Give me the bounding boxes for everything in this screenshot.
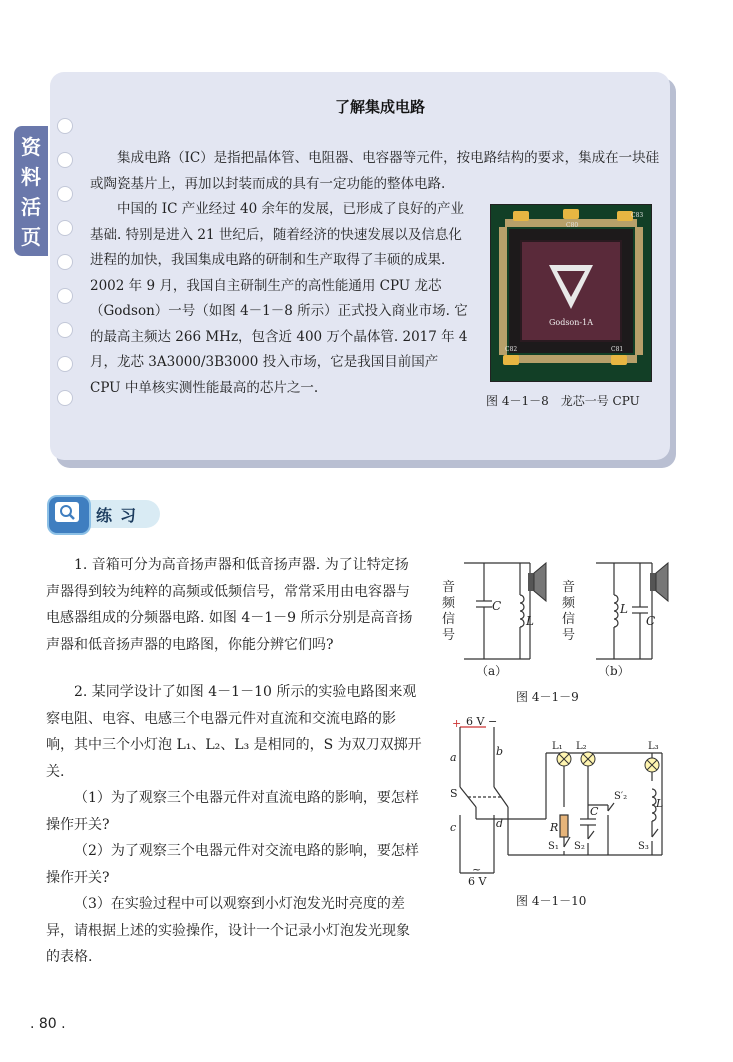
signal-label-char: 信 bbox=[442, 612, 456, 627]
lamp-l2-label: L₂ bbox=[576, 741, 587, 752]
signal-label-char: 号 bbox=[442, 628, 456, 643]
inductor-label: L bbox=[526, 614, 534, 628]
exercise-q2-text: 2. 某同学设计了如图 4－1－10 所示的实验电路图来观察电阻、电容、电感三个电器元件对直流和交流电路的影响，其中三个小灯泡 L₁、L₂、L₃ 是相同的，S 为双刀双掷开关. bbox=[46, 684, 422, 780]
exercise-header-label: 练习 bbox=[96, 506, 145, 525]
dc-plus-label: + bbox=[452, 717, 462, 730]
subfigure-label-a: （a） bbox=[476, 664, 508, 678]
exercise-q2-3-text: （3）在实验过程中可以观察到小灯泡发光时亮度的差异，请根据上述的实验操作，设计一个记录小灯泡发光现象的表格. bbox=[46, 896, 410, 965]
dc-voltage-label: 6 V bbox=[466, 715, 485, 728]
subfigure-label-b: （b） bbox=[598, 664, 630, 678]
switch-s3-label: S₃ bbox=[638, 841, 649, 852]
lamp-l3-label: L₃ bbox=[648, 741, 659, 752]
terminal-c-label: c bbox=[450, 821, 457, 834]
figure-4-1-9 bbox=[438, 555, 688, 710]
chip-component-label: C82 bbox=[505, 346, 518, 353]
page-number: . 80 . bbox=[30, 1016, 66, 1032]
resistor-label: R bbox=[550, 821, 559, 834]
binder-hole bbox=[57, 152, 73, 168]
binder-hole bbox=[57, 288, 73, 304]
side-tab-char: 资 bbox=[21, 135, 41, 159]
exercise-q1-text: 1. 音箱可分为高音扬声器和低音扬声器. 为了让特定扬声器得到较为纯粹的高频或低频信号，常常采用由电容器与电感器组成的分频器电路. 如图 4－1－9 所示分别是高音扬声器和低音扬声器的电路图，你能分辨它们吗? bbox=[46, 557, 413, 653]
capacitor-label: C bbox=[646, 614, 656, 628]
lamp-icon bbox=[557, 752, 571, 766]
binder-hole bbox=[57, 322, 73, 338]
exercise-q2-1-text: （1）为了观察三个电器元件对直流电路的影响，要怎样操作开关? bbox=[46, 790, 419, 833]
terminal-b-label: b bbox=[496, 745, 504, 758]
binder-hole bbox=[57, 254, 73, 270]
inductor-label: L bbox=[656, 797, 664, 810]
switch-s2-prime-label: S′₂ bbox=[614, 791, 628, 802]
exercise-q2-2-text: （2）为了观察三个电器元件对交流电路的影响，要怎样操作开关? bbox=[46, 843, 419, 886]
info-paragraph-2: 中国的 IC 产业经过 40 余年的发展，已形成了良好的产业基础. 特别是进入 21 世纪后，随着经济的快速发展以及信息化进程的加快，我国集成电路的研制和生产取得了丰硕的成果. 2002 年 9 月，我国自主研制生产的高性能通用 CPU 龙芯（Godson）一号（如图 4－1－8 所示）正式投入商业市场. 它的最高主频达 266 MHz，包含近 400 万个晶体管. 2017 年 4 月，龙芯 3A3000/3B3000 投入市场，它是我国目前国产 CPU 中单核实测性能最高的芯片之一. bbox=[90, 201, 468, 396]
figure-4-1-10 bbox=[448, 715, 688, 915]
figure-caption-4-1-8: 图 4－1－8 龙芯一号 CPU bbox=[486, 394, 640, 408]
chip-component-label: C81 bbox=[611, 346, 624, 353]
info-paragraph-1: 集成电路（IC）是指把晶体管、电阻器、电容器等元件，按电路结构的要求，集成在一块硅或陶瓷基片上，再加以封装而成的具有一定功能的整体电路. bbox=[90, 150, 660, 192]
info-box-title: 了解集成电路 bbox=[334, 98, 425, 116]
chip-label: Godson-1A bbox=[549, 318, 593, 327]
signal-label-char: 音 bbox=[562, 580, 576, 595]
ac-symbol-label: ~ bbox=[472, 863, 482, 876]
switch-s-label: S bbox=[450, 787, 458, 800]
godson-cpu-photo bbox=[490, 204, 652, 382]
exercise-q2 bbox=[46, 679, 422, 971]
capacitor-label: C bbox=[590, 805, 599, 818]
lamp-icon bbox=[581, 752, 595, 766]
binder-hole bbox=[57, 118, 73, 134]
figure-caption-4-1-10: 图 4－1－10 bbox=[516, 894, 587, 908]
chip-component-label: C83 bbox=[631, 212, 644, 219]
exercise-q1 bbox=[46, 552, 422, 658]
switch-s2-label: S₂ bbox=[574, 841, 585, 852]
speaker-icon bbox=[650, 563, 668, 601]
switch-s1-label: S₁ bbox=[548, 841, 559, 852]
signal-label-char: 音 bbox=[442, 580, 456, 595]
signal-label-char: 号 bbox=[562, 628, 576, 643]
side-tab-char: 料 bbox=[21, 165, 41, 189]
speaker-icon bbox=[528, 563, 546, 601]
side-tab-ziliao-huoye bbox=[14, 126, 48, 256]
terminal-d-label: d bbox=[496, 817, 504, 830]
ac-voltage-label: 6 V bbox=[468, 875, 487, 888]
capacitor-label: C bbox=[492, 599, 502, 613]
lamp-l1-label: L₁ bbox=[552, 741, 563, 752]
signal-label-char: 信 bbox=[562, 612, 576, 627]
binder-hole bbox=[57, 390, 73, 406]
side-tab-char: 活 bbox=[21, 195, 41, 219]
side-tab-char: 页 bbox=[21, 225, 41, 249]
inductor-label: L bbox=[620, 602, 628, 616]
binder-hole bbox=[57, 356, 73, 372]
signal-label-char: 频 bbox=[562, 596, 576, 611]
terminal-a-label: a bbox=[450, 751, 457, 764]
signal-label-char: 频 bbox=[442, 596, 456, 611]
lamp-icon bbox=[645, 758, 659, 772]
chip-component-label: C80 bbox=[566, 222, 579, 229]
figure-caption-4-1-9: 图 4－1－9 bbox=[516, 690, 579, 704]
binder-hole bbox=[57, 220, 73, 236]
binder-hole bbox=[57, 186, 73, 202]
magnifier-icon bbox=[47, 495, 91, 535]
dc-minus-label: − bbox=[488, 715, 498, 728]
